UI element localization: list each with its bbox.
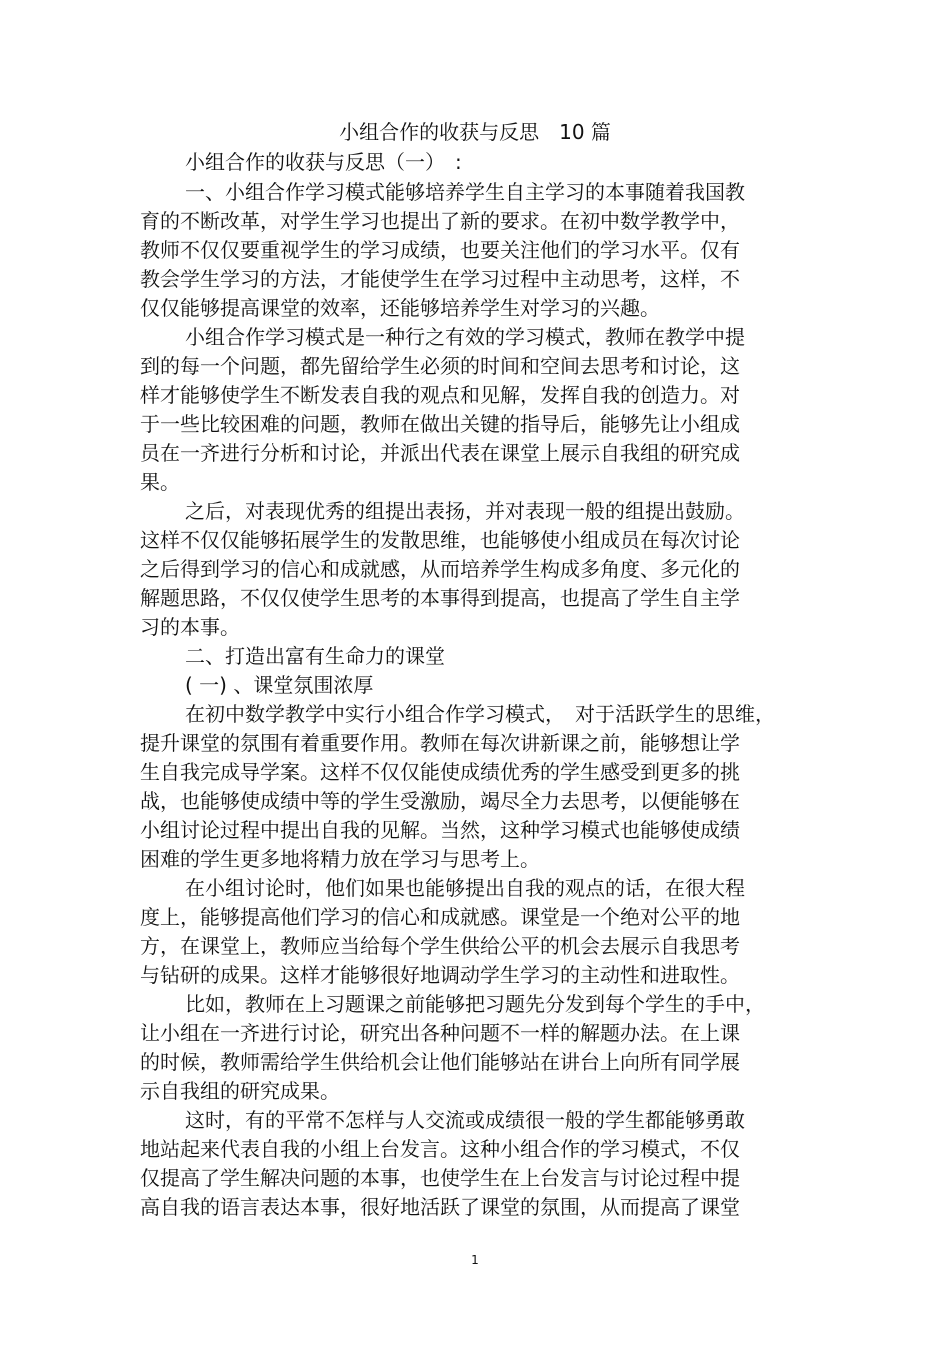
text-line: 示自我组的研究成果。	[140, 1079, 340, 1103]
text-line: 在小组讨论时，他们如果也能够提出自我的观点的话，在很大程	[185, 876, 745, 900]
text-line: 教师不仅仅要重视学生的学习成绩，也要关注他们的学习水平。仅有	[140, 238, 740, 262]
text-line: 困难的学生更多地将精力放在学习与思考上。	[140, 847, 540, 871]
text-line: 到的每一个问题，都先留给学生必须的时间和空间去思考和讨论，这	[140, 354, 740, 378]
text-line: 仅仅能够提高课堂的效率，还能够培养学生对学习的兴趣。	[140, 296, 660, 320]
text-line: 员在一齐进行分析和讨论，并派出代表在课堂上展示自我组的研究成	[140, 441, 740, 465]
text-line: 与钻研的成果。这样才能够很好地调动学生学习的主动性和进取性。	[140, 963, 740, 987]
text-line: 比如，教师在上习题课之前能够把习题先分发到每个学生的手中，	[185, 992, 765, 1016]
subsection-heading: ( 一) 、课堂氛围浓厚	[185, 673, 374, 697]
text-line: 小组合作学习模式是一种行之有效的学习模式，教师在教学中提	[185, 325, 745, 349]
section-heading: 二、打造出富有生命力的课堂	[185, 644, 445, 668]
text-line: 一、小组合作学习模式能够培养学生自主学习的本事随着我国教	[185, 180, 745, 204]
text-line: 解题思路，不仅仅使学生思考的本事得到提高，也提高了学生自主学	[140, 586, 740, 610]
text-line: 教会学生学习的方法，才能使学生在学习过程中主动思考，这样，不	[140, 267, 740, 291]
document-title: 小组合作的收获与反思 10 篇	[339, 120, 611, 144]
text-line: 于一些比较困难的问题，教师在做出关键的指导后，能够先让小组成	[140, 412, 740, 436]
text-line: 之后，对表现优秀的组提出表扬，并对表现一般的组提出鼓励。	[185, 499, 745, 523]
text-line: 战，也能够使成绩中等的学生受激励，竭尽全力去思考，以便能够在	[140, 789, 740, 813]
text-line: 生自我完成导学案。这样不仅仅能使成绩优秀的学生感受到更多的挑	[140, 760, 740, 784]
text-line: 度上，能够提高他们学习的信心和成就感。课堂是一个绝对公平的地	[140, 905, 740, 929]
text-line: 育的不断改革，对学生学习也提出了新的要求。在初中数学教学中，	[140, 209, 740, 233]
text-line: 样才能够使学生不断发表自我的观点和见解，发挥自我的创造力。对	[140, 383, 740, 407]
text-line: 让小组在一齐进行讨论，研究出各种问题不一样的解题办法。在上课	[140, 1021, 740, 1045]
text-line: 在初中数学教学中实行小组合作学习模式， 对于活跃学生的思维，	[185, 702, 775, 726]
text-line: 方，在课堂上，教师应当给每个学生供给公平的机会去展示自我思考	[140, 934, 740, 958]
page-number: 1	[471, 1253, 479, 1267]
text-line: 高自我的语言表达本事，很好地活跃了课堂的氛围，从而提高了课堂	[140, 1195, 740, 1219]
text-line: 这样不仅仅能够拓展学生的发散思维，也能够使小组成员在每次讨论	[140, 528, 740, 552]
text-line: 仅提高了学生解决问题的本事，也使学生在上台发言与讨论过程中提	[140, 1166, 740, 1190]
text-line: 果。	[140, 470, 180, 494]
section-heading: 小组合作的收获与反思（一） :	[185, 150, 462, 174]
text-line: 的时候，教师需给学生供给机会让他们能够站在讲台上向所有同学展	[140, 1050, 740, 1074]
text-line: 之后得到学习的信心和成就感，从而培养学生构成多角度、多元化的	[140, 557, 740, 581]
text-line: 习的本事。	[140, 615, 240, 639]
text-line: 这时，有的平常不怎样与人交流或成绩很一般的学生都能够勇敢	[185, 1108, 745, 1132]
text-line: 小组讨论过程中提出自我的见解。当然，这种学习模式也能够使成绩	[140, 818, 740, 842]
text-line: 提升课堂的氛围有着重要作用。教师在每次讲新课之前，能够想让学	[140, 731, 740, 755]
text-line: 地站起来代表自我的小组上台发言。这种小组合作的学习模式，不仅	[140, 1137, 740, 1161]
